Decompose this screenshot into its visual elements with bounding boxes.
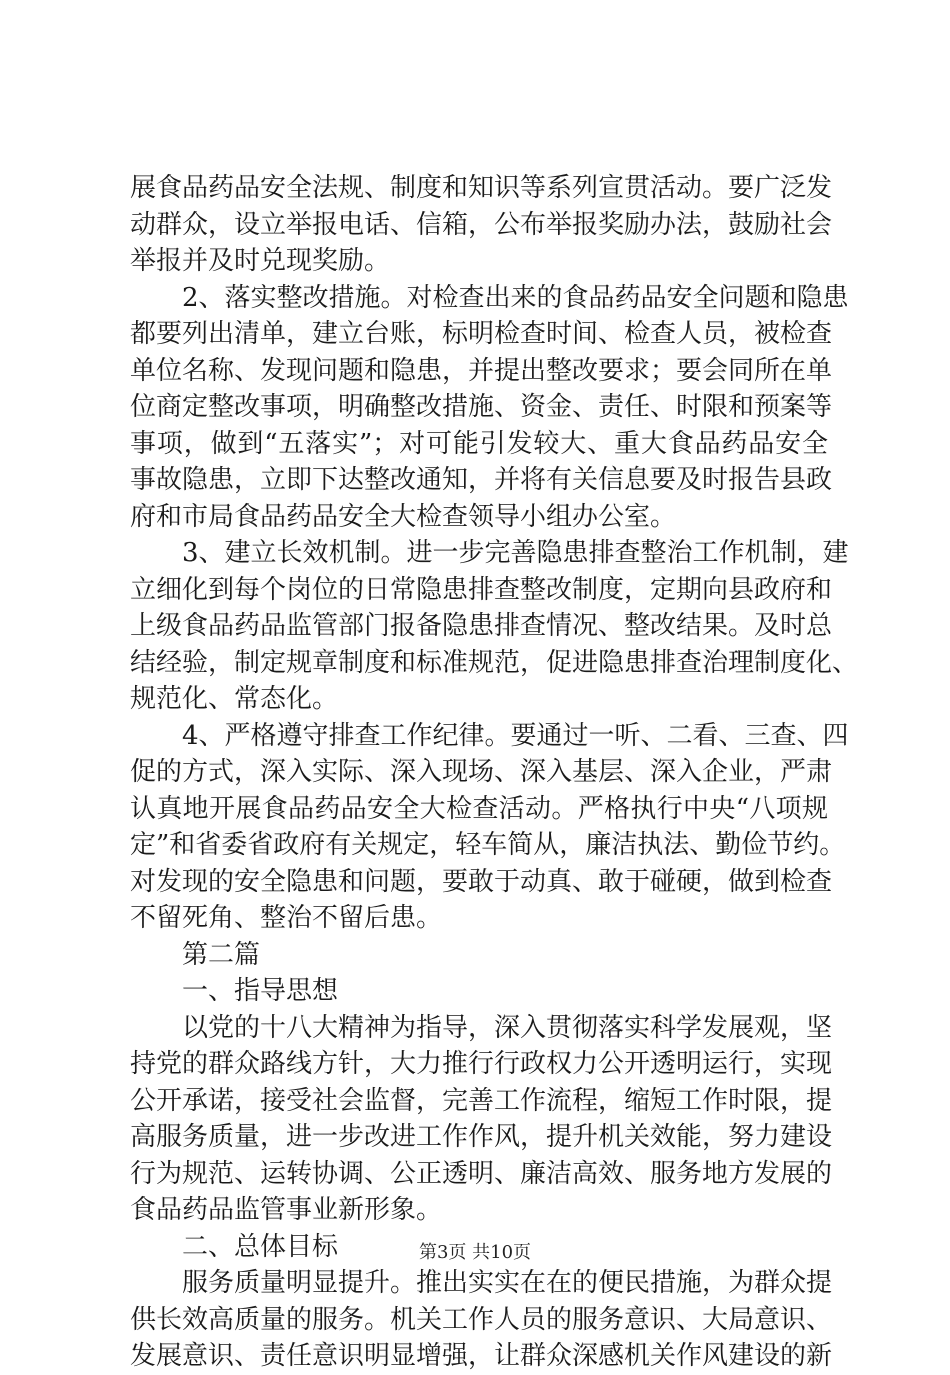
- text-line: 府和市局食品药品安全大检查领导小组办公室。: [130, 501, 677, 532]
- text-line: 行为规范、运转协调、公正透明、廉洁高效、服务地方发展的: [130, 1158, 833, 1189]
- text-line: 公开承诺，接受社会监督，完善工作流程，缩短工作时限，提: [130, 1085, 833, 1116]
- section-heading: 二、总体目标: [182, 1231, 339, 1262]
- text-line: 立细化到每个岗位的日常隐患排查整改制度，定期向县政府和: [130, 574, 833, 605]
- text-line: 单位名称、发现问题和隐患，并提出整改要求；要会同所在单: [130, 355, 833, 386]
- text-line: 服务质量明显提升。推出实实在在的便民措施，为群众提: [182, 1268, 833, 1298]
- text-line: 促的方式，深入实际、深入现场、深入基层、深入企业，严肃: [130, 757, 833, 787]
- text-line: 3、建立长效机制。进一步完善隐患排查整治工作机制，建: [182, 538, 849, 568]
- page-number: 第3页 共10页: [418, 1242, 532, 1263]
- text-line: 持党的群众路线方针，大力推行行政权力公开透明运行，实现: [130, 1049, 833, 1079]
- text-line: 以党的十八大精神为指导，深入贯彻落实科学发展观，坚: [182, 1012, 833, 1043]
- text-line: 发展意识、责任意识明显增强，让群众深感机关作风建设的新: [130, 1341, 833, 1371]
- text-line: 结经验，制定规章制度和标准规范，促进隐患排查治理制度化、: [130, 647, 859, 678]
- text-line: 都要列出清单，建立台账，标明检查时间、检查人员，被检查: [130, 319, 833, 349]
- text-line: 规范化、常态化。: [130, 684, 339, 714]
- document-body: [130, 170, 859, 1375]
- text-line: 高服务质量，进一步改进工作作风，提升机关效能，努力建设: [130, 1122, 833, 1152]
- text-line: 事故隐患，立即下达整改通知，并将有关信息要及时报告县政: [130, 465, 833, 495]
- text-line: 不留死角、整治不留后患。: [130, 903, 443, 933]
- text-line: 4、严格遵守排查工作纪律。要通过一听、二看、三查、四: [182, 720, 849, 751]
- page-footer: [0, 1238, 950, 1264]
- text-line: 2、落实整改措施。对检查出来的食品药品安全问题和隐患: [182, 282, 849, 313]
- text-line: 展食品药品安全法规、制度和知识等系列宣贯活动。要广泛发: [130, 173, 833, 203]
- text-line: 供长效高质量的服务。机关工作人员的服务意识、大局意识、: [130, 1304, 833, 1335]
- section-heading: 第二篇: [182, 939, 261, 970]
- text-line: 对发现的安全隐患和问题，要敢于动真、敢于碰硬，做到检查: [130, 866, 833, 897]
- text-line: 动群众，设立举报电话、信箱，公布举报奖励办法，鼓励社会: [130, 209, 833, 240]
- text-line: 食品药品监管事业新形象。: [130, 1195, 443, 1225]
- text-line: 上级食品药品监管部门报备隐患排查情况、整改结果。及时总: [130, 611, 833, 641]
- text-line: 举报并及时兑现奖励。: [130, 246, 391, 276]
- text-line: 位商定整改事项，明确整改措施、资金、责任、时限和预案等: [130, 392, 833, 422]
- section-heading: 一、指导思想: [182, 976, 339, 1006]
- text-line: 认真地开展食品药品安全大检查活动。严格执行中央“八项规: [130, 793, 828, 824]
- text-line: 事项，做到“五落实”；对可能引发较大、重大食品药品安全: [130, 428, 828, 459]
- text-line: 定”和省委省政府有关规定，轻车简从，廉洁执法、勤俭节约。: [130, 830, 846, 860]
